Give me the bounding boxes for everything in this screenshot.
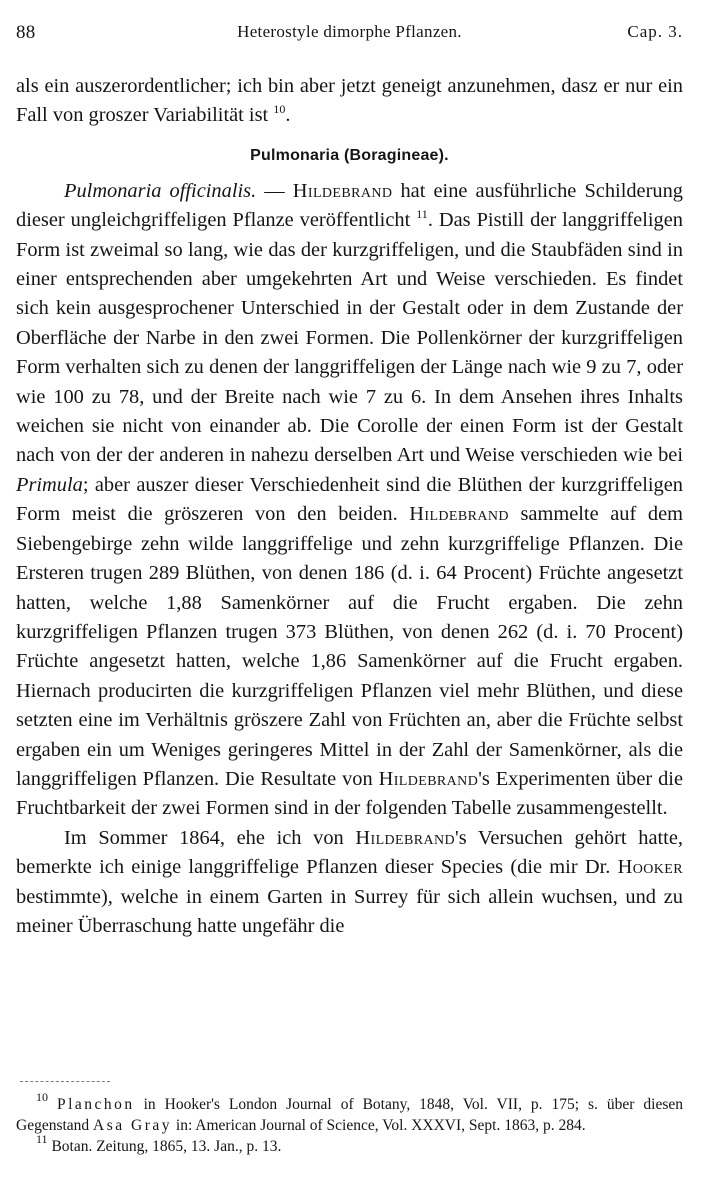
species-name: Pulmonaria officinalis. bbox=[64, 179, 257, 202]
footnote-number: 10 bbox=[36, 1090, 48, 1104]
running-title: Heterostyle dimorphe Pflanzen. bbox=[237, 22, 462, 41]
running-head bbox=[16, 22, 683, 52]
footnote-10: $^{10}$ Planchon in Hooker's London Journal of Botany, 1848, Vol. VII, p. 175; s. über diesen Gegenstand Asa Gray in: American Journal of Science, Vol. XXXVI, Sept. 1863, p. 284. bbox=[16, 1090, 683, 1134]
author-name: Hildebrand bbox=[409, 503, 509, 526]
footnote-number: 11 bbox=[36, 1132, 48, 1146]
footnote-ref-11[interactable]: 11 bbox=[416, 207, 428, 222]
footnote-author: Asa Gray bbox=[93, 1117, 173, 1134]
section-heading: Pulmonaria (Boragineae). bbox=[250, 146, 449, 164]
heading-family: (Boragineae) bbox=[343, 146, 445, 164]
footnote-ref-10[interactable]: 10 bbox=[273, 102, 286, 117]
page-number: 88 bbox=[16, 22, 36, 43]
footnote-author: Planchon bbox=[56, 1096, 135, 1113]
footnotes bbox=[16, 1090, 683, 1157]
footnote-separator bbox=[20, 1081, 110, 1082]
author-name: Hildebrand bbox=[378, 767, 479, 790]
paragraph-summer: Im Sommer 1864, ehe ich von Hildebrand's Versuchen gehört hatte, bemerkte ich einige langgriffelige Pflanzen dieser Species (die mir Dr. Hooker bestimmte), welche in einem Garten in Surrey für sich allein wuchsen, und zu meiner Überraschung hatte ungefähr die bbox=[16, 826, 683, 937]
author-name: Hildebrand bbox=[355, 826, 456, 849]
chapter-label: Cap. 3. bbox=[627, 22, 683, 41]
footnote-11: $^{11}$ Botan. Zeitung, 1865, 13. Jan., p. 13. bbox=[36, 1132, 282, 1155]
paragraph-continued: als ein auszerordentlicher; ich bin aber jetzt geneigt anzunehmen, dasz er nur ein Fall von groszer Variabilität ist $^{10}$. bbox=[16, 75, 683, 127]
author-name: Hooker bbox=[617, 856, 683, 879]
paragraph-pulmonaria: Pulmonaria officinalis. — Hildebrand hat eine ausführliche Schilderung dieser ungleichgriffeligen Pflanze veröffentlicht $^{11}$. Das Pistill der langgriffeligen Form ist zweimal so lang, wie das der kurzgriffeligen, und die Staubfäden sind in einer entsprechenden aber umgekehrten Art und Weise verschieden. Es findet sich kein ausgesprochener Unterschied in der Gestalt oder in dem Zustande der Oberfläche der Narbe in den zwei Formen. Die Pollenkörner der kurzgriffeligen Form verhalten sich zu denen der langgriffeligen der Länge nach wie 9 zu 7, oder wie 100 zu 78, und der Breite nach wie 7 zu 6. In dem Ansehen ihres Inhalts weichen sie nicht von einander ab. Die Corolle der einen Form ist der Gestalt nach von der der anderen in nahezu derselben Art und Weise verschieden wie bei Primula; aber auszer dieser Verschiedenheit sind die Blüthen der kurzgriffeligen Form meist die gröszeren von den beiden. Hildebrand sammelte auf dem Siebengebirge zehn wilde langgriffelige und zehn kurzgriffelige Pflanzen. Die Ersteren trugen 289 Blüthen, von denen 186 (d. i. 64 Procent) Früchte angesetzt hatten, welche 1,88 Samenkörner auf die Frucht ergaben. Die zehn kurzgriffeligen Pflanzen trugen 373 Blüthen, von denen 262 (d. i. 70 Procent) Früchte angesetzt hatten, welche 1,86 Samenkörner auf die Frucht ergaben. Hiernach producirten die kurzgriffeligen Pflanzen viel mehr Blüthen, und diese setzten eine im Verhältnis gröszere Zahl von Früchten an, aber die Früchte selbst ergaben ein um Weniges geringeres Mittel in der Zahl der Samenkörner, als die langgriffeligen Pflanzen. Die Resultate von Hildebrand's Experimenten über die Fruchtbarkeit der zwei Formen sind in der folgenden Tabelle zusammengestellt. bbox=[16, 179, 684, 820]
main-text bbox=[16, 72, 683, 941]
heading-genus: Pulmonaria bbox=[250, 146, 340, 164]
genus-primula: Primula bbox=[16, 473, 83, 496]
author-name: Hildebrand bbox=[292, 179, 393, 202]
